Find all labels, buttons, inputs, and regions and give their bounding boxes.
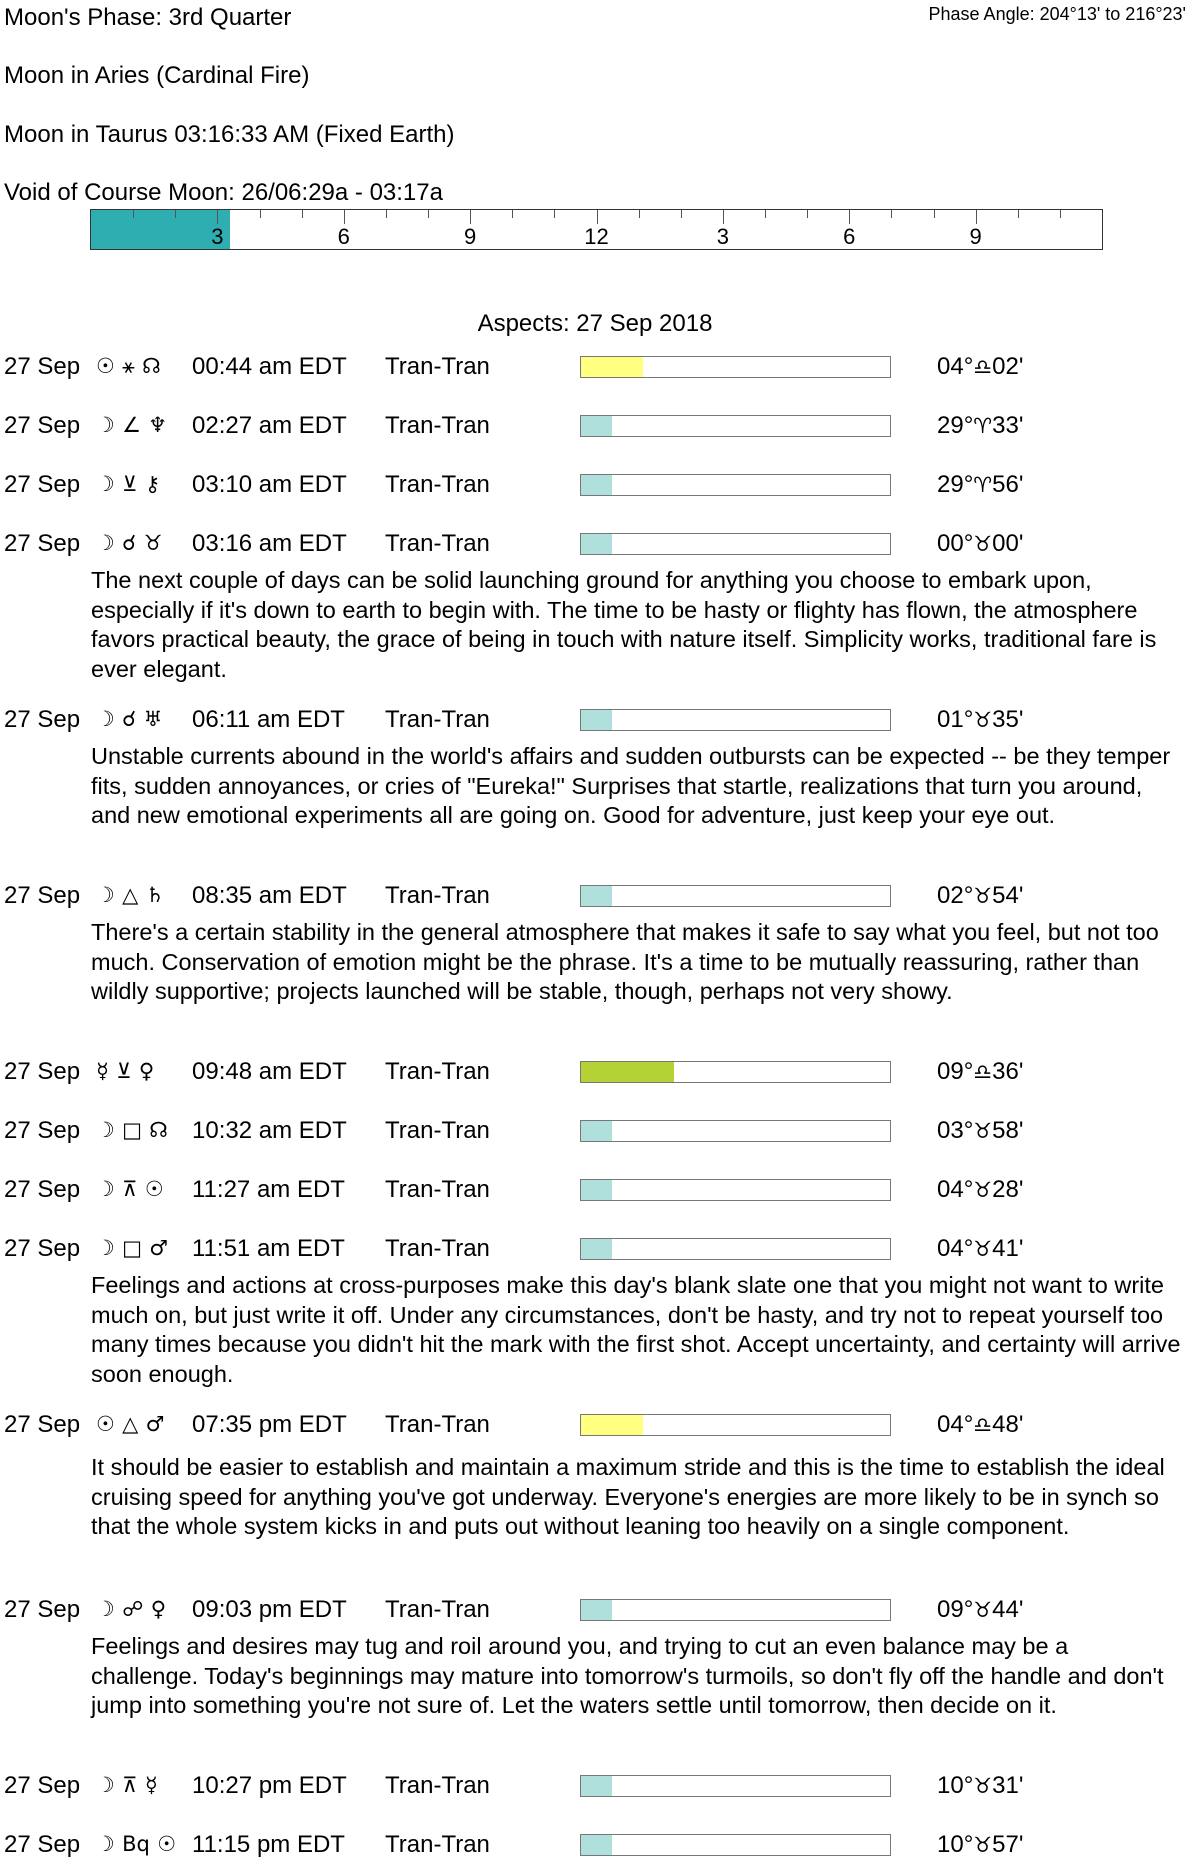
aspect-kind: Tran-Tran <box>385 412 490 439</box>
aspect-strength-bar <box>580 885 891 907</box>
zodiac-sign-icon: ♈ <box>973 414 993 438</box>
aspect-row <box>0 882 1200 912</box>
aspect-kind: Tran-Tran <box>385 1772 490 1799</box>
aspect-strength-bar <box>580 1120 891 1142</box>
aspect-kind: Tran-Tran <box>385 1235 490 1262</box>
aspect-strength-bar <box>580 356 891 378</box>
aspect-position <box>937 1596 1023 1624</box>
hour-tick <box>512 210 513 218</box>
planet-2-icon: ♀ <box>138 1059 155 1083</box>
aspect-position <box>937 1411 1023 1439</box>
aspect-position <box>937 353 1023 381</box>
hour-tick <box>849 210 850 224</box>
aspect-symbols <box>96 353 161 379</box>
position-minute: 56' <box>992 471 1024 498</box>
aspect-symbols <box>96 1596 166 1622</box>
aspect-type-icon: ⊻ <box>116 1059 132 1083</box>
aspect-date: 27 Sep <box>4 882 81 909</box>
aspect-strength-fill <box>581 1835 612 1855</box>
planet-2-icon: ☿ <box>144 1773 158 1797</box>
aspect-kind: Tran-Tran <box>385 1411 490 1438</box>
position-degree: 29° <box>937 471 974 498</box>
position-degree: 04° <box>937 1176 974 1203</box>
aspect-date: 27 Sep <box>4 1235 81 1262</box>
aspect-strength-fill <box>581 1600 612 1620</box>
position-degree: 02° <box>937 882 974 909</box>
aspect-strength-fill <box>581 416 612 436</box>
aspect-strength-bar <box>580 1775 891 1797</box>
hour-tick <box>1018 210 1019 218</box>
aspects-title-text: Aspects: 27 Sep 2018 <box>477 310 713 337</box>
aspect-strength-fill <box>581 1121 612 1141</box>
aspect-description: Feelings and actions at cross-purposes make this day's blank slate one that you might not want to write much on, but just write it off. Under any circumstances, don't be hasty, and try not to repeat yourself too many times because you didn't hit the mark with the first shot. Accept uncertainty, and certainty will arrive soon enough. <box>91 1272 1181 1387</box>
aspect-strength-bar <box>580 1599 891 1621</box>
planet-2-icon: ♂ <box>145 1412 165 1436</box>
void-of-course-fill <box>91 210 230 249</box>
planet-1-icon: ☽ <box>96 1177 115 1201</box>
aspect-date: 27 Sep <box>4 1772 81 1799</box>
position-degree: 29° <box>937 412 974 439</box>
aspect-time: 08:35 am EDT <box>192 882 347 909</box>
aspect-description: It should be easier to establish and maintain a maximum stride and this is the time to establish the ideal cruising speed for anything you've got underway. Everyone's energies are more likely to be in synch so that the whole system kicks in and puts out without leaning too heavily on a single component. <box>91 1454 1165 1539</box>
aspect-kind: Tran-Tran <box>385 882 490 909</box>
aspect-row <box>0 1772 1200 1802</box>
zodiac-sign-icon: ♉ <box>973 1833 993 1857</box>
moon-sign-aries: Moon in Aries (Cardinal Fire) <box>4 62 310 89</box>
position-degree: 10° <box>937 1772 974 1799</box>
planet-2-icon: ♆ <box>148 413 168 437</box>
aspect-kind: Tran-Tran <box>385 353 490 380</box>
aspect-row <box>0 530 1200 560</box>
aspect-position <box>937 530 1023 558</box>
planet-2-icon: ☊ <box>142 354 161 378</box>
hour-tick <box>344 210 345 224</box>
position-minute: 54' <box>992 882 1024 909</box>
position-degree: 01° <box>937 706 974 733</box>
hour-label: 9 <box>969 224 982 249</box>
aspect-type-icon: ☌ <box>122 531 137 555</box>
position-minute: 35' <box>992 706 1024 733</box>
planet-1-icon: ☽ <box>96 1832 115 1856</box>
aspect-date: 27 Sep <box>4 1596 81 1623</box>
aspect-type-icon: △ <box>122 1412 139 1436</box>
planet-2-icon: ♅ <box>143 707 163 731</box>
hour-label: 6 <box>337 224 350 249</box>
aspect-strength-fill <box>581 1415 643 1435</box>
hour-tick <box>1060 210 1061 218</box>
aspect-type-icon: ☌ <box>122 707 137 731</box>
aspect-date: 27 Sep <box>4 412 81 439</box>
aspect-type-icon: ☍ <box>122 1597 144 1621</box>
aspect-time: 03:10 am EDT <box>192 471 347 498</box>
position-minute: 33' <box>992 412 1024 439</box>
aspect-date: 27 Sep <box>4 1831 81 1858</box>
position-minute: 41' <box>992 1235 1024 1262</box>
aspect-strength-fill <box>581 886 612 906</box>
aspect-strength-bar <box>580 1834 891 1856</box>
aspect-symbols <box>96 1058 154 1084</box>
aspect-position <box>937 412 1023 440</box>
aspect-symbols <box>96 471 160 497</box>
position-degree: 00° <box>937 530 974 557</box>
position-minute: 31' <box>992 1772 1024 1799</box>
aspect-position <box>937 1058 1023 1086</box>
moon-sign-taurus: Moon in Taurus 03:16:33 AM (Fixed Earth) <box>4 121 455 148</box>
zodiac-sign-icon: ♉ <box>973 1119 993 1143</box>
phase-angle: Phase Angle: 204°13' to 216°23' <box>928 4 1186 24</box>
aspect-strength-bar <box>580 474 891 496</box>
aspect-kind: Tran-Tran <box>385 706 490 733</box>
aspects-title <box>0 310 1200 338</box>
position-minute: 48' <box>992 1411 1024 1438</box>
zodiac-sign-icon: ♉ <box>973 708 993 732</box>
aspect-strength-bar <box>580 1179 891 1201</box>
moon-phase: Moon's Phase: 3rd Quarter <box>4 4 292 31</box>
position-degree: 10° <box>937 1831 974 1858</box>
aspect-description: Unstable currents abound in the world's affairs and sudden outbursts can be expected -- be they temper fits, sudden annoyances, or cries of "Eureka!" Surprises that startle, realizations that turn you around, and new emotional experiments all are going on. Good for adventure, just keep your eye out. <box>91 743 1171 828</box>
planet-2-icon: ♄ <box>145 883 165 907</box>
aspect-type-icon: ⊻ <box>122 472 138 496</box>
zodiac-sign-icon: ♉ <box>973 532 993 556</box>
hour-label: 12 <box>584 224 609 249</box>
aspect-date: 27 Sep <box>4 1176 81 1203</box>
aspect-type-icon: □ <box>122 1236 142 1260</box>
aspect-time: 00:44 am EDT <box>192 353 347 380</box>
planet-2-icon: ☉ <box>157 1832 177 1856</box>
hour-tick <box>807 210 808 218</box>
aspect-row <box>0 471 1200 501</box>
planet-2-icon: ♉ <box>143 531 163 555</box>
aspect-date: 27 Sep <box>4 706 81 733</box>
aspect-description: The next couple of days can be solid launching ground for anything you choose to embark upon, especially if it's down to earth to begin with. The time to be hasty or flighty has flown, the atmosphere favors practical beauty, the grace of being in touch with nature itself. Simplicity works, traditional fare is ever elegant. <box>91 567 1157 682</box>
zodiac-sign-icon: ♉ <box>973 1598 993 1622</box>
aspect-strength-fill <box>581 357 643 377</box>
planet-1-icon: ☽ <box>96 1118 115 1142</box>
aspect-strength-bar <box>580 709 891 731</box>
planet-1-icon: ☉ <box>96 1412 115 1436</box>
aspect-strength-bar <box>580 415 891 437</box>
planet-2-icon: ☉ <box>144 1177 164 1201</box>
planet-1-icon: ☽ <box>96 413 115 437</box>
planet-1-icon: ☽ <box>96 883 115 907</box>
planet-2-icon: ☊ <box>149 1118 168 1142</box>
aspect-kind: Tran-Tran <box>385 471 490 498</box>
aspect-time: 07:35 pm EDT <box>192 1411 347 1438</box>
position-degree: 09° <box>937 1058 974 1085</box>
zodiac-sign-icon: ♎ <box>973 355 993 379</box>
position-degree: 09° <box>937 1596 974 1623</box>
aspect-kind: Tran-Tran <box>385 1831 490 1858</box>
hour-label: 6 <box>843 224 856 249</box>
aspect-type-icon: Bq <box>122 1832 150 1856</box>
aspect-symbols <box>96 1831 176 1857</box>
position-degree: 04° <box>937 353 974 380</box>
aspect-symbols <box>96 882 164 908</box>
aspect-strength-fill <box>581 1062 674 1082</box>
aspect-type-icon: ⊼ <box>122 1773 138 1797</box>
position-minute: 44' <box>992 1596 1024 1623</box>
aspect-time: 09:48 am EDT <box>192 1058 347 1085</box>
aspect-time: 11:51 am EDT <box>192 1235 345 1262</box>
hour-tick <box>554 210 555 218</box>
position-minute: 00' <box>992 530 1024 557</box>
hour-tick <box>723 210 724 224</box>
aspect-kind: Tran-Tran <box>385 1176 490 1203</box>
aspect-strength-bar <box>580 1061 891 1083</box>
aspect-strength-bar <box>580 1238 891 1260</box>
planet-1-icon: ☽ <box>96 1773 115 1797</box>
void-of-course: Void of Course Moon: 26/06:29a - 03:17a <box>4 179 443 206</box>
aspect-strength-fill <box>581 710 612 730</box>
aspect-date: 27 Sep <box>4 1117 81 1144</box>
zodiac-sign-icon: ♉ <box>973 1237 993 1261</box>
aspect-time: 11:15 pm EDT <box>192 1831 345 1858</box>
hour-tick <box>386 210 387 218</box>
position-minute: 02' <box>992 353 1024 380</box>
aspect-description: Feelings and desires may tug and roil around you, and trying to cut an even balance may be a challenge. Today's beginnings may mature into tomorrow's turmoils, so don't fly off the handle and don't jump into something you're not sure of. Let the waters settle until tomorrow, then decide on it. <box>91 1633 1164 1718</box>
aspect-position <box>937 1235 1023 1263</box>
aspect-symbols <box>96 412 167 438</box>
aspect-symbols <box>96 1117 168 1143</box>
aspect-row <box>0 353 1200 383</box>
aspect-description: There's a certain stability in the general atmosphere that makes it safe to say what you feel, but not too much. Conservation of emotion might be the phrase. It's a time to be mutually reassuring, rather than wildly supportive; projects launched will be stable, though, perhaps not very showy. <box>91 919 1159 1004</box>
aspect-row <box>0 412 1200 442</box>
position-minute: 36' <box>992 1058 1024 1085</box>
aspect-position <box>937 1117 1023 1145</box>
position-minute: 28' <box>992 1176 1024 1203</box>
aspect-symbols <box>96 706 162 732</box>
hour-label: 9 <box>464 224 477 249</box>
hour-tick <box>891 210 892 218</box>
aspect-position <box>937 1831 1023 1859</box>
zodiac-sign-icon: ♉ <box>973 884 993 908</box>
aspect-type-icon: ⊼ <box>122 1177 138 1201</box>
aspect-position <box>937 706 1023 734</box>
planet-1-icon: ☿ <box>96 1059 109 1083</box>
aspect-date: 27 Sep <box>4 1411 81 1438</box>
zodiac-sign-icon: ♎ <box>973 1413 993 1437</box>
position-minute: 57' <box>992 1831 1024 1858</box>
hour-tick <box>302 210 303 218</box>
aspect-time: 02:27 am EDT <box>192 412 347 439</box>
aspect-row <box>0 1831 1200 1861</box>
aspect-date: 27 Sep <box>4 353 81 380</box>
planet-1-icon: ☽ <box>96 1236 115 1260</box>
hour-tick <box>765 210 766 218</box>
aspect-row <box>0 1411 1200 1441</box>
aspect-type-icon: □ <box>122 1118 142 1142</box>
zodiac-sign-icon: ♉ <box>973 1178 993 1202</box>
position-degree: 03° <box>937 1117 974 1144</box>
hour-tick <box>133 210 134 218</box>
hour-tick <box>976 210 977 224</box>
position-degree: 04° <box>937 1411 974 1438</box>
hour-tick <box>217 210 218 224</box>
aspect-row <box>0 1176 1200 1206</box>
hour-label: 3 <box>211 224 224 249</box>
aspect-symbols <box>96 1772 158 1798</box>
aspect-position <box>937 882 1023 910</box>
aspect-kind: Tran-Tran <box>385 1596 490 1623</box>
zodiac-sign-icon: ♎ <box>973 1060 993 1084</box>
aspect-kind: Tran-Tran <box>385 1058 490 1085</box>
aspect-date: 27 Sep <box>4 530 81 557</box>
aspect-time: 11:27 am EDT <box>192 1176 345 1203</box>
aspect-position <box>937 471 1023 499</box>
hour-tick <box>597 210 598 224</box>
aspect-symbols <box>96 1176 164 1202</box>
aspect-strength-fill <box>581 475 612 495</box>
aspect-row <box>0 706 1200 736</box>
aspect-time: 03:16 am EDT <box>192 530 347 557</box>
planet-2-icon: ⚷ <box>144 472 161 496</box>
aspect-type-icon: ⚹ <box>122 354 135 378</box>
aspect-strength-fill <box>581 1776 612 1796</box>
aspect-row <box>0 1117 1200 1147</box>
void-of-course-hour-bar <box>90 209 1103 250</box>
aspect-symbols <box>96 530 162 556</box>
aspect-time: 06:11 am EDT <box>192 706 345 733</box>
aspect-strength-bar <box>580 1414 891 1436</box>
aspect-type-icon: ∠ <box>122 413 141 437</box>
position-degree: 04° <box>937 1235 974 1262</box>
aspect-kind: Tran-Tran <box>385 530 490 557</box>
planet-1-icon: ☽ <box>96 472 115 496</box>
aspect-symbols <box>96 1411 164 1437</box>
aspect-date: 27 Sep <box>4 1058 81 1085</box>
position-minute: 58' <box>992 1117 1024 1144</box>
hour-tick <box>470 210 471 224</box>
aspect-position <box>937 1176 1023 1204</box>
planet-1-icon: ☉ <box>96 354 115 378</box>
planet-1-icon: ☽ <box>96 531 115 555</box>
aspect-type-icon: △ <box>122 883 139 907</box>
zodiac-sign-icon: ♉ <box>973 1774 993 1798</box>
aspect-strength-fill <box>581 1180 612 1200</box>
hour-label: 3 <box>716 224 729 249</box>
hour-tick <box>934 210 935 218</box>
aspect-row <box>0 1235 1200 1265</box>
aspect-time: 10:32 am EDT <box>192 1117 347 1144</box>
aspect-position <box>937 1772 1023 1800</box>
planet-2-icon: ♀ <box>150 1597 167 1621</box>
hour-tick <box>681 210 682 218</box>
aspect-strength-bar <box>580 533 891 555</box>
aspect-kind: Tran-Tran <box>385 1117 490 1144</box>
hour-tick <box>260 210 261 218</box>
aspect-time: 09:03 pm EDT <box>192 1596 347 1623</box>
aspect-strength-fill <box>581 1239 612 1259</box>
planet-2-icon: ♂ <box>149 1236 169 1260</box>
aspect-strength-fill <box>581 534 612 554</box>
hour-tick <box>428 210 429 218</box>
planet-1-icon: ☽ <box>96 1597 115 1621</box>
hour-tick <box>175 210 176 218</box>
aspect-date: 27 Sep <box>4 471 81 498</box>
hour-tick <box>639 210 640 218</box>
planet-1-icon: ☽ <box>96 707 115 731</box>
aspect-row <box>0 1058 1200 1088</box>
aspect-time: 10:27 pm EDT <box>192 1772 347 1799</box>
aspect-row <box>0 1596 1200 1626</box>
zodiac-sign-icon: ♈ <box>973 473 993 497</box>
aspect-symbols <box>96 1235 168 1261</box>
